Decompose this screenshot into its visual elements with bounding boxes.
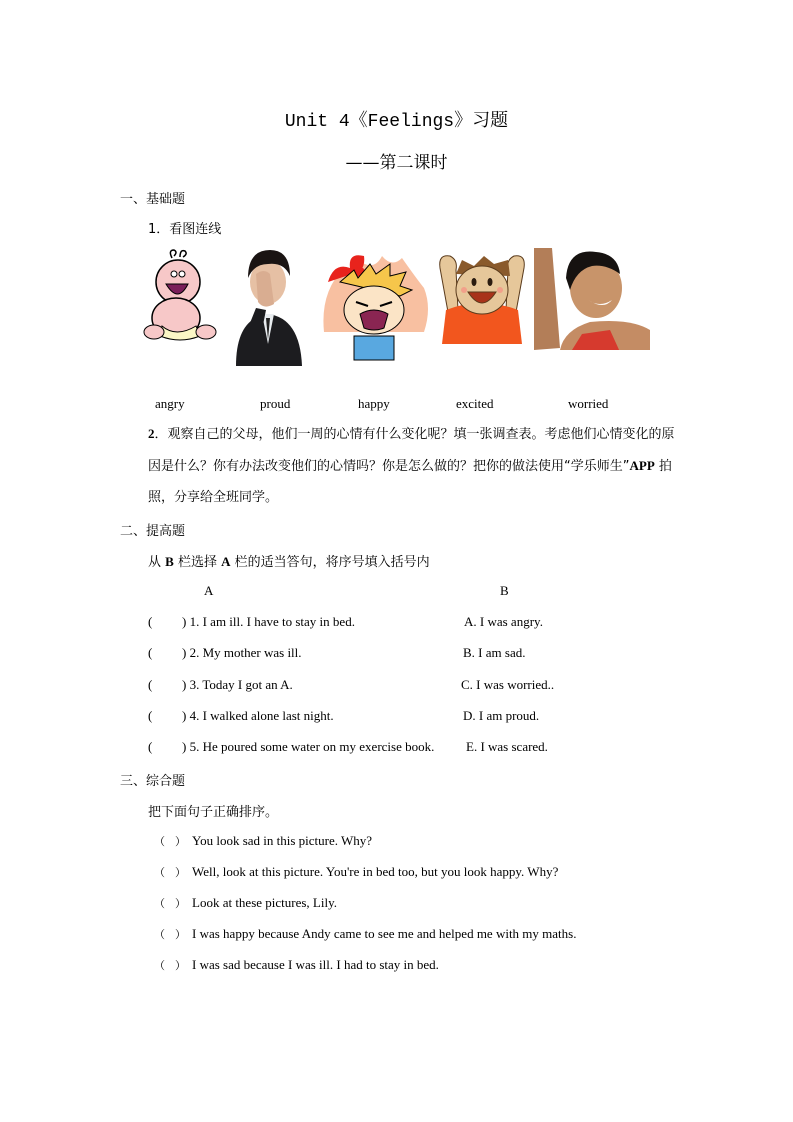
column-a-item: 1. I am ill. I have to stay in bed. <box>189 614 355 629</box>
section-heading-comprehensive: 三、综合题 <box>120 774 186 789</box>
column-b-option-d: D. I am proud. <box>463 708 540 723</box>
order-item-2 <box>154 864 558 880</box>
paren-close: ) <box>182 708 187 723</box>
column-b-option-a: A. I was angry. <box>464 614 543 629</box>
question-2-text-part1: ．观察自己的父母，他们一周的心情有什么变化呢？填一张调查表。考虑他们心情变化的原因是什么？你有办法改变他们的心情吗？你是怎么做的？把你的做法使用“学乐师生” <box>148 427 675 474</box>
match-word-angry: angry <box>155 396 185 411</box>
page-title: Unit 4《Feelings》习题 <box>284 112 509 132</box>
order-sentence: I was sad because I was ill. I had to stay in bed. <box>192 957 439 972</box>
question-1-label: 1．看图连线 <box>148 222 222 237</box>
paren-close: ) <box>182 739 187 754</box>
order-item-3 <box>154 895 337 911</box>
answer-blank[interactable]: ( <box>148 645 153 660</box>
column-a-header: A <box>204 583 214 598</box>
match-word-proud: proud <box>260 396 291 411</box>
order-blank[interactable]: （ <box>154 959 165 972</box>
question-2-paragraph <box>148 418 678 513</box>
paren-close: ） <box>175 835 186 848</box>
column-b-option-b: B. I am sad. <box>463 645 526 660</box>
paren-close: ） <box>175 897 186 910</box>
instruction-text: 栏的适当答句，将序号填入括号内 <box>230 555 430 570</box>
match-word-excited: excited <box>456 396 494 411</box>
question-2-number: 2 <box>148 426 155 441</box>
order-blank[interactable]: （ <box>154 835 165 848</box>
order-sentence: Look at these pictures, Lily. <box>192 895 338 910</box>
answer-blank[interactable]: ( <box>148 739 153 754</box>
angry-boy-cartoon <box>320 252 428 364</box>
order-item-5 <box>154 957 439 973</box>
match-row-1 <box>148 614 355 630</box>
match-row-5 <box>148 739 434 755</box>
order-blank[interactable]: （ <box>154 928 165 941</box>
column-a-item: 4. I walked alone last night. <box>189 708 334 723</box>
section-heading-advanced: 二、提高题 <box>120 524 186 539</box>
paren-close: ) <box>182 614 187 629</box>
order-blank[interactable]: （ <box>154 897 165 910</box>
laughing-baby-cartoon <box>142 248 218 346</box>
answer-blank[interactable]: ( <box>148 708 153 723</box>
question-2-text-part2: 拍照，分享给全班同学。 <box>148 459 672 505</box>
question-2-app: APP <box>629 458 655 473</box>
order-sentence: Well, look at this picture. You're in bed too, but you look happy. Why? <box>192 864 559 879</box>
match-row-2 <box>148 645 302 661</box>
match-word-worried: worried <box>568 396 609 411</box>
column-a-item: 2. My mother was ill. <box>189 645 302 660</box>
order-blank[interactable]: （ <box>154 866 165 879</box>
paren-close: ) <box>182 677 187 692</box>
match-row-3 <box>148 677 293 693</box>
paren-close: ） <box>175 866 186 879</box>
column-a-item: 5. He poured some water on my exercise book. <box>189 739 435 754</box>
order-sentence: I was happy because Andy came to see me and helped me with my maths. <box>192 926 577 941</box>
answer-blank[interactable]: ( <box>148 677 153 692</box>
order-sentence: You look sad in this picture. Why? <box>192 833 373 848</box>
page-subtitle: ——第二课时 <box>345 153 448 173</box>
paren-close: ） <box>175 928 186 941</box>
section-3-instruction: 把下面句子正确排序。 <box>148 805 279 820</box>
section-2-instruction <box>148 551 430 570</box>
proud-athlete-photo <box>530 248 650 350</box>
column-b-option-c: C. I was worried.. <box>461 677 555 692</box>
order-item-1 <box>154 833 372 849</box>
section-heading-basic: 一、基础题 <box>120 192 186 207</box>
man-facepalm-photo <box>226 248 310 366</box>
instruction-text: 栏选择 <box>173 555 222 570</box>
instruction-a: A <box>221 554 231 569</box>
paren-close: ) <box>182 645 187 660</box>
excited-kid-cartoon <box>434 250 530 346</box>
match-word-happy: happy <box>358 396 390 411</box>
instruction-b: B <box>165 554 174 569</box>
column-b-header: B <box>500 583 509 598</box>
order-item-4 <box>154 926 576 942</box>
match-row-4 <box>148 708 334 724</box>
answer-blank[interactable]: ( <box>148 614 153 629</box>
column-b-option-e: E. I was scared. <box>466 739 548 754</box>
paren-close: ） <box>175 959 186 972</box>
instruction-text: 从 <box>148 555 166 570</box>
column-a-item: 3. Today I got an A. <box>189 677 293 692</box>
